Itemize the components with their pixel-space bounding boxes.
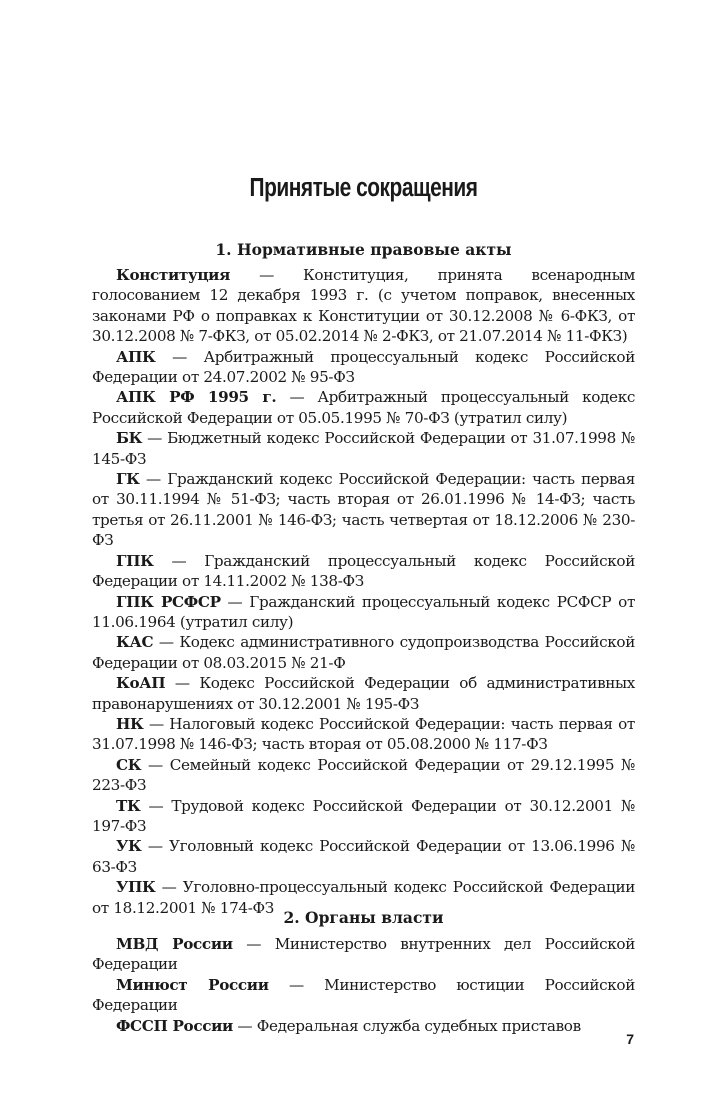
abbreviation-term: НК [116,714,144,733]
abbreviation-definition: — Семейный кодекс Российской Федерации от 29.12.1995 № 223-ФЗ [92,755,635,795]
abbreviation-definition: — Кодекс административного судопроизводства Российской Федерации от 08.03.2015 № 21-Ф [92,633,635,672]
abbreviation-term: Конституция [116,266,230,284]
abbreviation-term: ГПК РСФСР [116,592,221,611]
page-title: Принятые сокращения [249,174,478,202]
abbreviation-entry [92,796,635,837]
abbreviation-entry [92,265,635,347]
abbreviation-entry [92,755,635,796]
abbreviation-entry [92,551,635,592]
section-heading-authorities: 2. Органы власти [283,908,444,927]
abbreviation-definition: — Федеральная служба судебных приставов [232,1016,581,1035]
abbreviation-term: АПК [116,347,156,366]
abbreviation-definition: — Налоговый кодекс Российской Федерации: часть первая от 31.07.1998 № 146-ФЗ; часть вторая от 05.08.2000 № 117-ФЗ [92,714,635,754]
abbreviation-definition: — Трудовой кодекс Российской Федерации от 30.12.2001 № 197-ФЗ [92,796,635,835]
section-heading-normative-acts: 1. Нормативные правовые акты [215,240,512,259]
page-number: 7 [626,1031,634,1047]
abbreviation-entry [92,632,635,673]
abbreviation-definition: — Гражданский кодекс Российской Федерации: часть первая от 30.11.1994 № 51-ФЗ; часть вторая от 26.01.1996 № 14-ФЗ; часть третья от 26.11.2001 № 146-ФЗ; часть четвертая от 18.12.2006 № 230-ФЗ [92,470,635,550]
abbreviation-definition: — Уголовно-процессуальный кодекс Российской Федерации от 18.12.2001 № 174-ФЗ [92,878,635,917]
abbreviation-definition: — Уголовный кодекс Российской Федерации от 13.06.1996 № 63-ФЗ [92,837,635,876]
abbreviation-definition: — Арбитражный процессуальный кодекс Российской Федерации от 24.07.2002 № 95-ФЗ [92,347,635,387]
abbreviation-entry [92,673,635,714]
abbreviation-entry [92,428,635,469]
abbreviation-definition: — Гражданский процессуальный кодекс РСФСР от 11.06.1964 (утратил силу) [92,592,635,631]
abbreviation-term: АПК РФ 1995 г. [116,388,277,407]
abbreviation-entry [92,934,635,975]
abbreviation-entry [92,347,635,388]
abbreviation-term: УК [116,837,142,856]
abbreviation-entry [92,975,635,1016]
abbreviation-term: ФССП России [116,1016,233,1035]
abbreviation-term: ГПК [116,551,154,570]
abbreviation-term: БК [116,429,143,448]
abbreviation-entry [92,387,635,428]
abbreviation-term: Минюст России [116,975,269,994]
abbreviation-definition: — Министерство юстиции Российской Федерации [92,975,635,1015]
abbreviation-definition: — Бюджетный кодекс Российской Федерации от 31.07.1998 № 145-ФЗ [92,429,635,468]
abbreviation-term: СК [116,755,142,774]
entries-list-authorities [92,934,635,1036]
abbreviation-term: КоАП [116,674,166,693]
abbreviation-term: МВД России [116,935,233,953]
abbreviation-definition: — Арбитражный процессуальный кодекс Российской Федерации от 05.05.1995 № 70-ФЗ (утратил силу) [92,388,635,427]
abbreviation-entry [92,1016,635,1036]
abbreviation-definition: — Гражданский процессуальный кодекс Российской Федерации от 14.11.2002 № 138-ФЗ [92,551,635,591]
abbreviation-term: ТК [116,796,141,815]
entries-list-normative-acts [92,265,635,918]
abbreviation-definition: — Министерство внутренних дел Российской Федерации [92,935,635,974]
abbreviation-term: УПК [116,878,156,897]
abbreviation-entry [92,592,635,633]
abbreviation-entry [92,714,635,755]
abbreviation-definition: — Кодекс Российской Федерации об административных правонарушениях от 30.12.2001 № 195-ФЗ [92,674,635,713]
abbreviation-entry [92,469,635,551]
abbreviation-term: ГК [116,470,140,489]
abbreviation-entry [92,836,635,877]
abbreviation-term: КАС [116,633,154,652]
abbreviation-definition: — Конституция, принята всенародным голосованием 12 декабря 1993 г. (с учетом поправок, внесенных законами РФ о поправках к Конституции от 30.12.2008 № 6-ФКЗ, от 30.12.2008 № 7-ФКЗ, от 05.02.2014 № 2-ФКЗ, от 21.07.2014 № 11-ФКЗ) [92,266,635,346]
